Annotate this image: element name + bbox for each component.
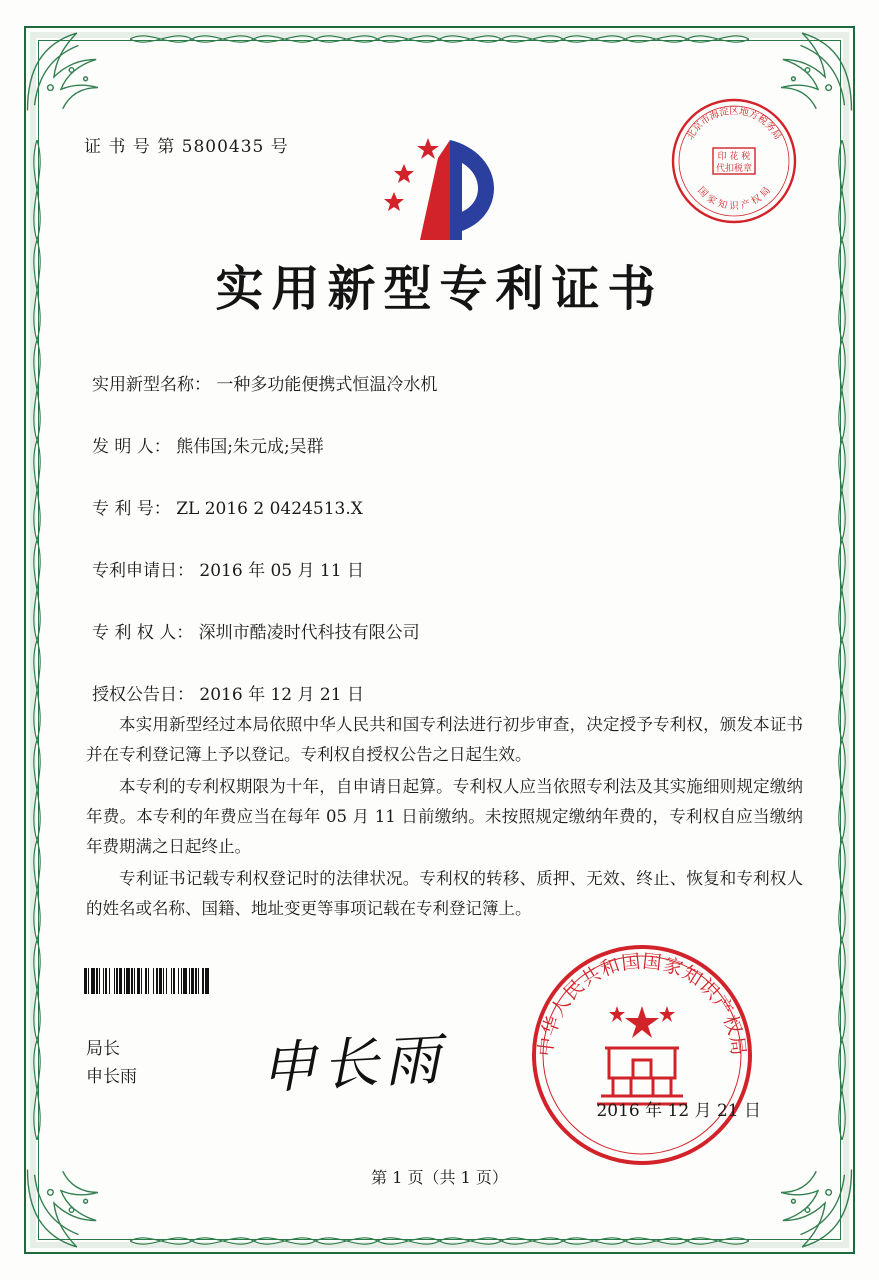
registration-seal (669, 96, 799, 226)
director-name: 申长雨 (86, 1067, 137, 1087)
certificate-number-line (84, 132, 289, 157)
field-value: 深圳市酷凌时代科技有限公司 (198, 623, 420, 643)
field-label: 专 利 权 人： (92, 623, 194, 643)
field-label: 授权公告日： (92, 685, 194, 705)
issue-date: 2016 年 12 月 21 日 (596, 1101, 761, 1121)
national-ip-office-seal (527, 940, 757, 1170)
certificate-number-value: 5800435 (181, 137, 265, 157)
border-vine-top (130, 26, 749, 52)
field-application-date (92, 556, 809, 581)
field-label: 实用新型名称： (92, 375, 211, 395)
field-grant-announcement-date (92, 680, 809, 705)
barcode-bar (209, 968, 210, 994)
svg-text:代扣税章: 代扣税章 (715, 164, 753, 174)
page-title: 实用新型专利证书 (215, 261, 664, 317)
field-value: 2016 年 05 月 11 日 (199, 561, 364, 581)
field-value: ZL 2016 2 0424513.X (176, 499, 363, 519)
director-block (86, 1035, 137, 1091)
certificate-number-suffix: 号 (270, 137, 289, 157)
svg-text:国 家 知 识 产 权 局: 国 家 知 识 产 权 局 (695, 185, 773, 212)
field-utility-model-name (92, 370, 809, 395)
legal-paragraph: 本专利的专利权期限为十年，自申请日起算。专利权人应当依照专利法及其实施细则规定缴纳年费。本专利的年费应当在每年 05 月 11 日前缴纳。未按照规定缴纳年费的，专利权自应当缴纳年费期满之日起终止。 (86, 777, 803, 856)
sipo-logo-icon (380, 130, 510, 245)
field-inventor (92, 432, 809, 457)
certificate-number-label: 证 书 号 第 (84, 137, 176, 157)
field-label: 专利申请日： (92, 561, 194, 581)
border-vine-left (24, 140, 50, 1140)
svg-text:印 花 税: 印 花 税 (717, 152, 751, 162)
field-label: 发 明 人： (92, 437, 171, 457)
page-footer: 第 1 页（共 1 页） (371, 1168, 508, 1187)
field-list (92, 370, 809, 742)
legal-text (86, 710, 803, 926)
svg-text:北京市海淀区地方税务局: 北京市海淀区地方税务局 (684, 106, 784, 142)
legal-paragraph: 专利证书记载专利权登记时的法律状况。专利权的转移、质押、无效、终止、恢复和专利权人的姓名或名称、国籍、地址变更等事项记载在专利登记簿上。 (86, 869, 803, 918)
legal-paragraph: 本实用新型经过本局依照中华人民共和国专利法进行初步审查，决定授予专利权，颁发本证书并在专利登记簿上予以登记。专利权自授权公告之日起生效。 (86, 715, 803, 764)
handwritten-signature: 申长雨 (258, 1027, 448, 1102)
field-label: 专 利 号： (92, 499, 171, 519)
field-patent-number (92, 494, 809, 519)
field-value: 2016 年 12 月 21 日 (199, 685, 364, 705)
field-value: 一种多功能便携式恒温冷水机 (216, 375, 438, 395)
barcode (84, 968, 329, 994)
border-vine-right (829, 140, 855, 1140)
director-label: 局长 (86, 1039, 120, 1059)
certificate-content (70, 90, 809, 1210)
field-patentee (92, 618, 809, 643)
border-vine-bottom (130, 1228, 749, 1254)
svg-text:中华人民共和国国家知识产权局: 中华人民共和国国家知识产权局 (534, 950, 750, 1058)
field-value: 熊伟国;朱元成;吴群 (176, 437, 324, 457)
